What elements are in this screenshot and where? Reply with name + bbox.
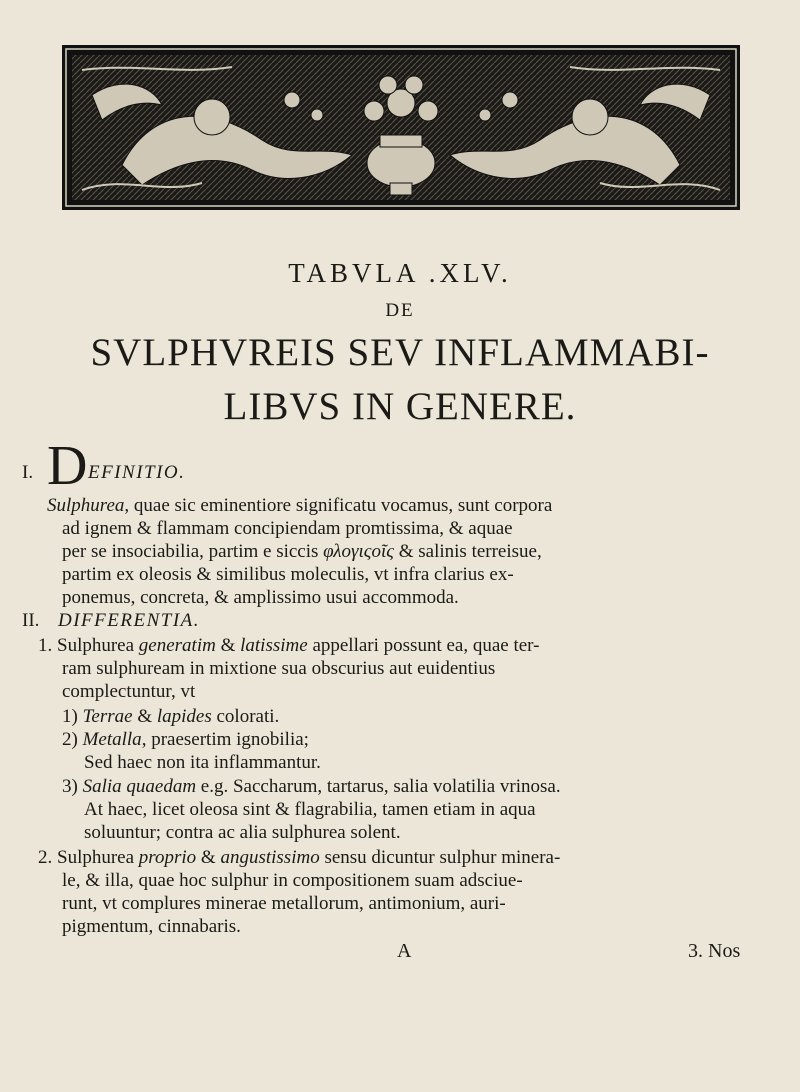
differentia-p1-line-3: complectuntur, vt <box>62 681 196 702</box>
differentia-p2-line-4: pigmentum, cinnabaris. <box>62 916 241 937</box>
item-number: 2) <box>62 729 78 750</box>
section-1-number: I. <box>22 462 34 483</box>
term-terrae: Terrae <box>82 706 133 727</box>
term-sulphurea: Sulphurea <box>57 847 139 868</box>
term-sulphurea: Sulphurea <box>57 635 139 656</box>
definition-line-3 <box>62 541 542 563</box>
list-item-2-line-2: Sed haec non ita inflammantur. <box>84 752 321 773</box>
definition-line-5: ponemus, concreta, & amplissimo usui accommoda. <box>62 587 459 608</box>
paragraph-text: appellari possunt ea, quae ter- <box>307 635 540 656</box>
term-sulphurea: Sulphurea <box>47 495 125 516</box>
conjunction: & <box>215 635 241 656</box>
differentia-p2-line-3: runt, vt complures minerae metallorum, antimonium, auri- <box>62 893 506 914</box>
item-text: colorati. <box>211 706 280 727</box>
definition-text: , quae sic eminentiore significatu vocamus, sunt corpora <box>124 495 553 516</box>
greek-term: φλογιςοῖς <box>323 541 394 562</box>
term-metalla: Metalla <box>82 729 142 750</box>
conjunction: & <box>132 706 157 727</box>
differentia-paragraph-2 <box>38 847 560 869</box>
signature-mark: A <box>397 940 412 962</box>
differentia-paragraph-1 <box>38 635 539 657</box>
main-title-line-1: SVLPHVREIS SEV INFLAMMABI- <box>90 331 710 374</box>
paragraph-number: 2. <box>38 847 53 868</box>
section-2-number: II. <box>22 610 40 631</box>
table-number: TABVLA .XLV. <box>288 258 512 288</box>
title-preposition: DE <box>385 300 415 321</box>
item-number: 3) <box>62 776 78 797</box>
list-item-3-line-2: At haec, licet oleosa sint & flagrabilia, tamen etiam in aqua <box>84 799 536 820</box>
paragraph-text: sensu dicuntur sulphur minera- <box>319 847 561 868</box>
term-proprio: proprio <box>138 847 197 868</box>
definition-line-2: ad ignem & flammam concipiendam promtissima, & aquae <box>62 518 513 539</box>
definition-line-4: partim ex oleosis & similibus moleculis, vt infra clarius ex- <box>62 564 514 585</box>
paragraph-number: 1. <box>38 635 53 656</box>
conjunction: & <box>196 847 221 868</box>
list-item-3 <box>62 776 561 798</box>
term-generatim: generatim <box>138 635 216 656</box>
item-text: e.g. Saccharum, tartarus, salia volatilia vrinosa. <box>196 776 561 797</box>
differentia-p1-line-2: ram sulphuream in mixtione sua obscurius aut euidentius <box>62 658 496 679</box>
main-title-line-2: LIBVS IN GENERE. <box>223 385 577 428</box>
term-lapides: lapides <box>156 706 212 727</box>
decorative-headpiece <box>62 45 740 210</box>
list-item-2 <box>62 729 309 751</box>
item-text: , praesertim ignobilia; <box>141 729 309 750</box>
definition-text: & salinis terreisue, <box>393 541 542 562</box>
item-number: 1) <box>62 706 78 727</box>
catchword: 3. Nos <box>688 940 741 962</box>
term-latissime: latissime <box>240 635 308 656</box>
section-2-heading: DIFFERENTIA. <box>58 610 201 631</box>
section-1-heading: EFINITIO. <box>88 462 186 483</box>
list-item-1 <box>62 706 279 728</box>
term-salia: Salia quaedam <box>82 776 197 797</box>
differentia-p2-line-2: le, & illa, quae hoc sulphur in compositionem suam adsciue- <box>62 870 523 891</box>
term-angustissimo: angustissimo <box>220 847 320 868</box>
list-item-3-line-3: soluuntur; contra ac alia sulphurea solent. <box>84 822 401 843</box>
definition-text: per se insociabilia, partim e siccis <box>62 541 324 562</box>
drop-cap: D <box>47 435 88 497</box>
definition-line-1 <box>47 495 552 517</box>
